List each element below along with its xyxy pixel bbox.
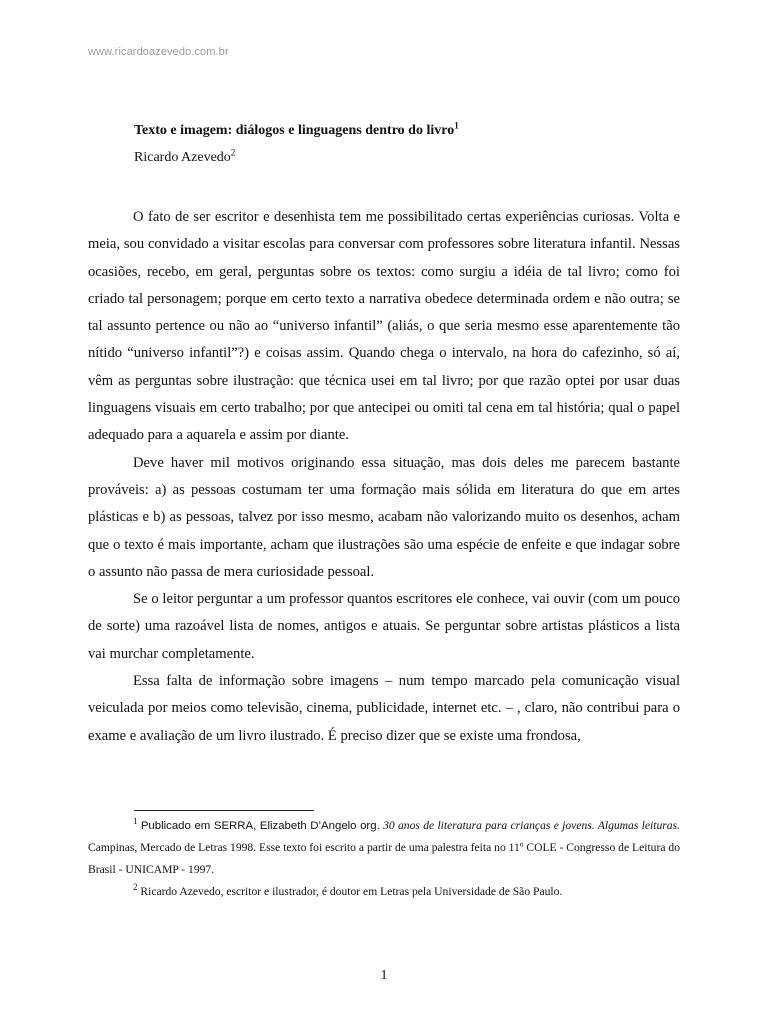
footnote-2 [88,881,680,903]
footnote-1-source: Publicado em SERRA, Elizabeth D’Angelo org. [140,820,380,832]
author-name: Ricardo Azevedo [134,150,231,165]
paragraph-2: Deve haver mil motivos originando essa situação, mas dois deles me parecem bastante prováveis: a) as pessoas costumam ter uma formação mais sólida em literatura do que em artes plásticas e b) as pessoas, talvez por isso mesmo, acabam não valorizando muito os desenhos, acham que o texto é mais importante, acham que ilustrações são uma espécie de enfeite e que indagar sobre o assunto não passa de mera curiosidade pessoal. [88,454,680,580]
footnotes [88,815,680,903]
title-footnote-ref[interactable]: 1 [454,120,459,131]
footnote-divider [134,810,314,811]
author-line [134,147,236,166]
paragraph-3: Se o leitor perguntar a um professor quantos escritores ele conhece, vai ouvir (com um pouco de sorte) uma razoável lista de nomes, antigos e atuais. Se perguntar sobre artistas plásticos a lista vai murchar completamente. [88,591,680,662]
page-number: 1 [380,968,388,983]
paragraph-1: O fato de ser escritor e desenhista tem me possibilitado certas experiências curiosas. Volta e meia, sou convidado a visitar escolas para conversar com professores sobre literatura infantil. Nessas ocasiões, recebo, em geral, perguntas sobre os textos: como surgiu a idéia de tal livro; como foi criado tal personagem; porque em certo texto a narrativa obedece determinada ordem e não outra; se tal assunto pertence ou não ao “universo infantil” (aliás, o que seria mesmo esse aparentemente tão nítido “universo infantil”?) e coisas assim. Quando chega o intervalo, na hora do cafezinho, só aí, vêm as perguntas sobre ilustração: que técnica usei em tal livro; por que razão optei por usar duas linguagens visuais em certo trabalho; por que antecipei ou omiti tal cena em tal história; qual o papel adequado para a aquarela e assim por diante. [88,209,680,444]
footnote-1-number: 1 [133,816,138,827]
footnote-1-details: Campinas, Mercado de Letras 1998. Esse texto foi escrito a partir de uma palestra feita no 11º COLE - Congresso de Leitura do Brasil - UNICAMP - 1997. [88,841,680,876]
footnote-2-text: Ricardo Azevedo, escritor e ilustrador, é doutor em Letras pela Universidade de São Paulo. [140,885,563,898]
header-url: www.ricardoazevedo.com.br [88,46,229,58]
body-text [88,204,680,750]
footnote-1 [88,815,680,881]
author-footnote-ref[interactable]: 2 [230,147,236,158]
document-title [134,120,459,139]
title-text: Texto e imagem: diálogos e linguagens dentro do livro [134,123,455,138]
footnote-2-number: 2 [133,882,138,893]
paragraph-4: Essa falta de informação sobre imagens – num tempo marcado pela comunicação visual veiculada por meios como televisão, cinema, publicidade, internet etc. – , claro, não contribui para o exame e avaliação de um livro ilustrado. É preciso dizer que se existe uma frondosa, [88,673,680,744]
footnote-1-work-title: 30 anos de literatura para crianças e jovens. Algumas leituras. [383,819,681,832]
